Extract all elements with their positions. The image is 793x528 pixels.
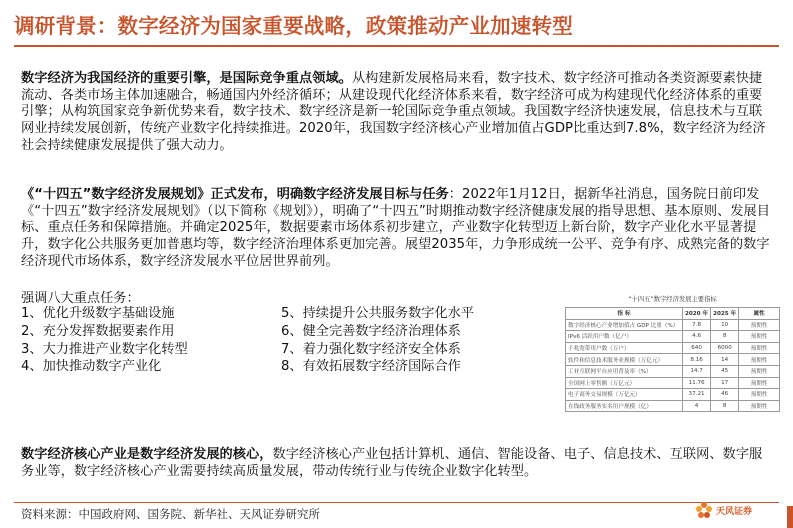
attribute: 预期性 [739,342,780,354]
logo-text: 天风证券 [716,506,753,517]
header-attribute: 属性 [739,308,780,320]
value-2020: 14.7 [683,365,711,377]
indicator-name: 数字经济核心产业增加值占 GDP 比重（%） [566,319,683,331]
indicator-name: 全国网上零售额（万亿元） [566,377,683,389]
table-row [566,331,780,343]
task-item: 3、大力推进产业数字化转型 [21,341,188,357]
indicator-table [565,307,780,412]
task-item: 6、健全完善数字经济治理体系 [281,323,461,339]
value-2025: 46 [711,389,739,401]
table-row [566,377,780,389]
paragraph-body: ：2022年1月12日，据新华社消息，国务院日前印发《“十四五”数字经济发展规划》（以下简称《规划》），明确了“十四五”时期推动数字经济健康发展的指导思想、基本原则、发展目标、重点任务和保障措施。并确定2025年，数据要素市场体系初步建立，产业数字化转型迈上新台阶，数字产业化水平显著提升，数字化公共服务更加普惠均等，数字经济治理体系更加完善。展望2035年，力争形成统一公平、竞争有序、成熟完备的数字经济现代市场体系，数字经济发展水平位居世界前列。 [21,187,771,269]
value-2020: 640 [683,342,711,354]
tasks-label: 强调八大重点任务： [21,291,140,306]
value-2025: 17 [711,377,739,389]
indicator-name: 工业互联网平台应用普及率（%） [566,365,683,377]
indicator-name: 千兆宽带用户数（万户） [566,342,683,354]
indicator-table-title: “十四五”数字经济发展主要指标 [628,296,717,303]
flower-logo-icon [695,501,713,519]
task-item: 2、充分发挥数据要素作用 [21,323,175,339]
key-tasks-list [21,305,474,376]
task-item: 1、优化升级数字基础设施 [21,306,175,321]
task-item: 4、加快推动数字产业化 [21,359,162,375]
table-row [566,319,780,331]
value-2020: 37.21 [683,389,711,401]
indicator-table-figure [565,294,780,412]
table-row [566,342,780,354]
value-2020: 11.76 [683,377,711,389]
table-row [566,400,780,412]
value-2025: 8 [711,331,739,343]
paragraph-lead: 数字经济核心产业是数字经济发展的核心， [21,447,273,462]
attribute: 预期性 [739,400,780,412]
value-2025: 8 [711,400,739,412]
attribute: 预期性 [739,377,780,389]
footer-divider [14,502,779,503]
indicator-name: 在线政务服务实名用户规模（亿） [566,400,683,412]
source-note: 资料来源：中国政府网、国务院、新华社、天风证券研究所 [21,507,320,521]
header-2020: 2020 年 [683,308,711,320]
indicator-name: 电子商务交易规模（万亿元） [566,389,683,401]
corner-accent [787,506,793,528]
value-2020: 7.8 [683,319,711,331]
attribute: 预期性 [739,389,780,401]
task-item: 8、有效拓展数字经济国际合作 [281,359,461,375]
header-2025: 2025 年 [711,308,739,320]
attribute: 预期性 [739,354,780,366]
title-divider [14,45,779,47]
table-row [566,389,780,401]
paragraph-body: 数字经济核心产业包括计算机、通信、智能设备、电子、信息技术、互联网、数字服务业等，数字经济核心产业需要持续高质量发展，带动传统行业与传统企业数字化转型。 [21,447,763,479]
attribute: 预期性 [739,331,780,343]
table-header-row [566,308,780,320]
paragraph-14th-plan [21,187,773,271]
value-2025: 14 [711,354,739,366]
paragraph-core-industry [21,447,773,480]
paragraph-lead: 数字经济为我国经济的重要引擎，是国际竞争重点领域。 [21,71,352,86]
attribute: 预期性 [739,365,780,377]
table-row [566,354,780,366]
task-item: 7、着力强化数字经济安全体系 [281,341,461,357]
table-row [566,365,780,377]
value-2020: 4 [683,400,711,412]
paragraph-lead: 《“十四五”数字经济发展规划》正式发布，明确数字经济发展目标与任务 [21,187,449,202]
value-2025: 6000 [711,342,739,354]
header-indicator: 指 标 [566,308,683,320]
indicator-name: 软件和信息技术服务业规模（万亿元） [566,354,683,366]
value-2020: 8.16 [683,354,711,366]
task-item: 5、持续提升公共服务数字化水平 [281,306,475,321]
value-2025: 45 [711,365,739,377]
value-2020: 4.6 [683,331,711,343]
brand-logo [695,501,752,519]
paragraph-body: 从构建新发展格局来看，数字技术、数字经济可推动各类资源要素快捷流动、各类市场主体加速融合，畅通国内外经济循环；从建设现代化经济体系来看，数字经济可成为构建现代化经济体系的重要引擎；从构筑国家竞争新优势来看，数字技术、数字经济是新一轮国际竞争重点领域。我国数字经济快速发展，信息技术与互联网业持续发展创新，传统产业数字化持续推进。2020年，我国数字经济核心产业增加值占GDP比重达到7.8%，数字经济为经济社会持续健康发展提供了强大动力。 [21,71,766,153]
value-2025: 10 [711,319,739,331]
indicator-name: IPv6 活跃用户数（亿户） [566,331,683,343]
page-title: 调研背景：数字经济为国家重要战略，政策推动产业加速转型 [14,14,573,38]
attribute: 预期性 [739,319,780,331]
paragraph-digital-economy-engine [21,71,773,155]
